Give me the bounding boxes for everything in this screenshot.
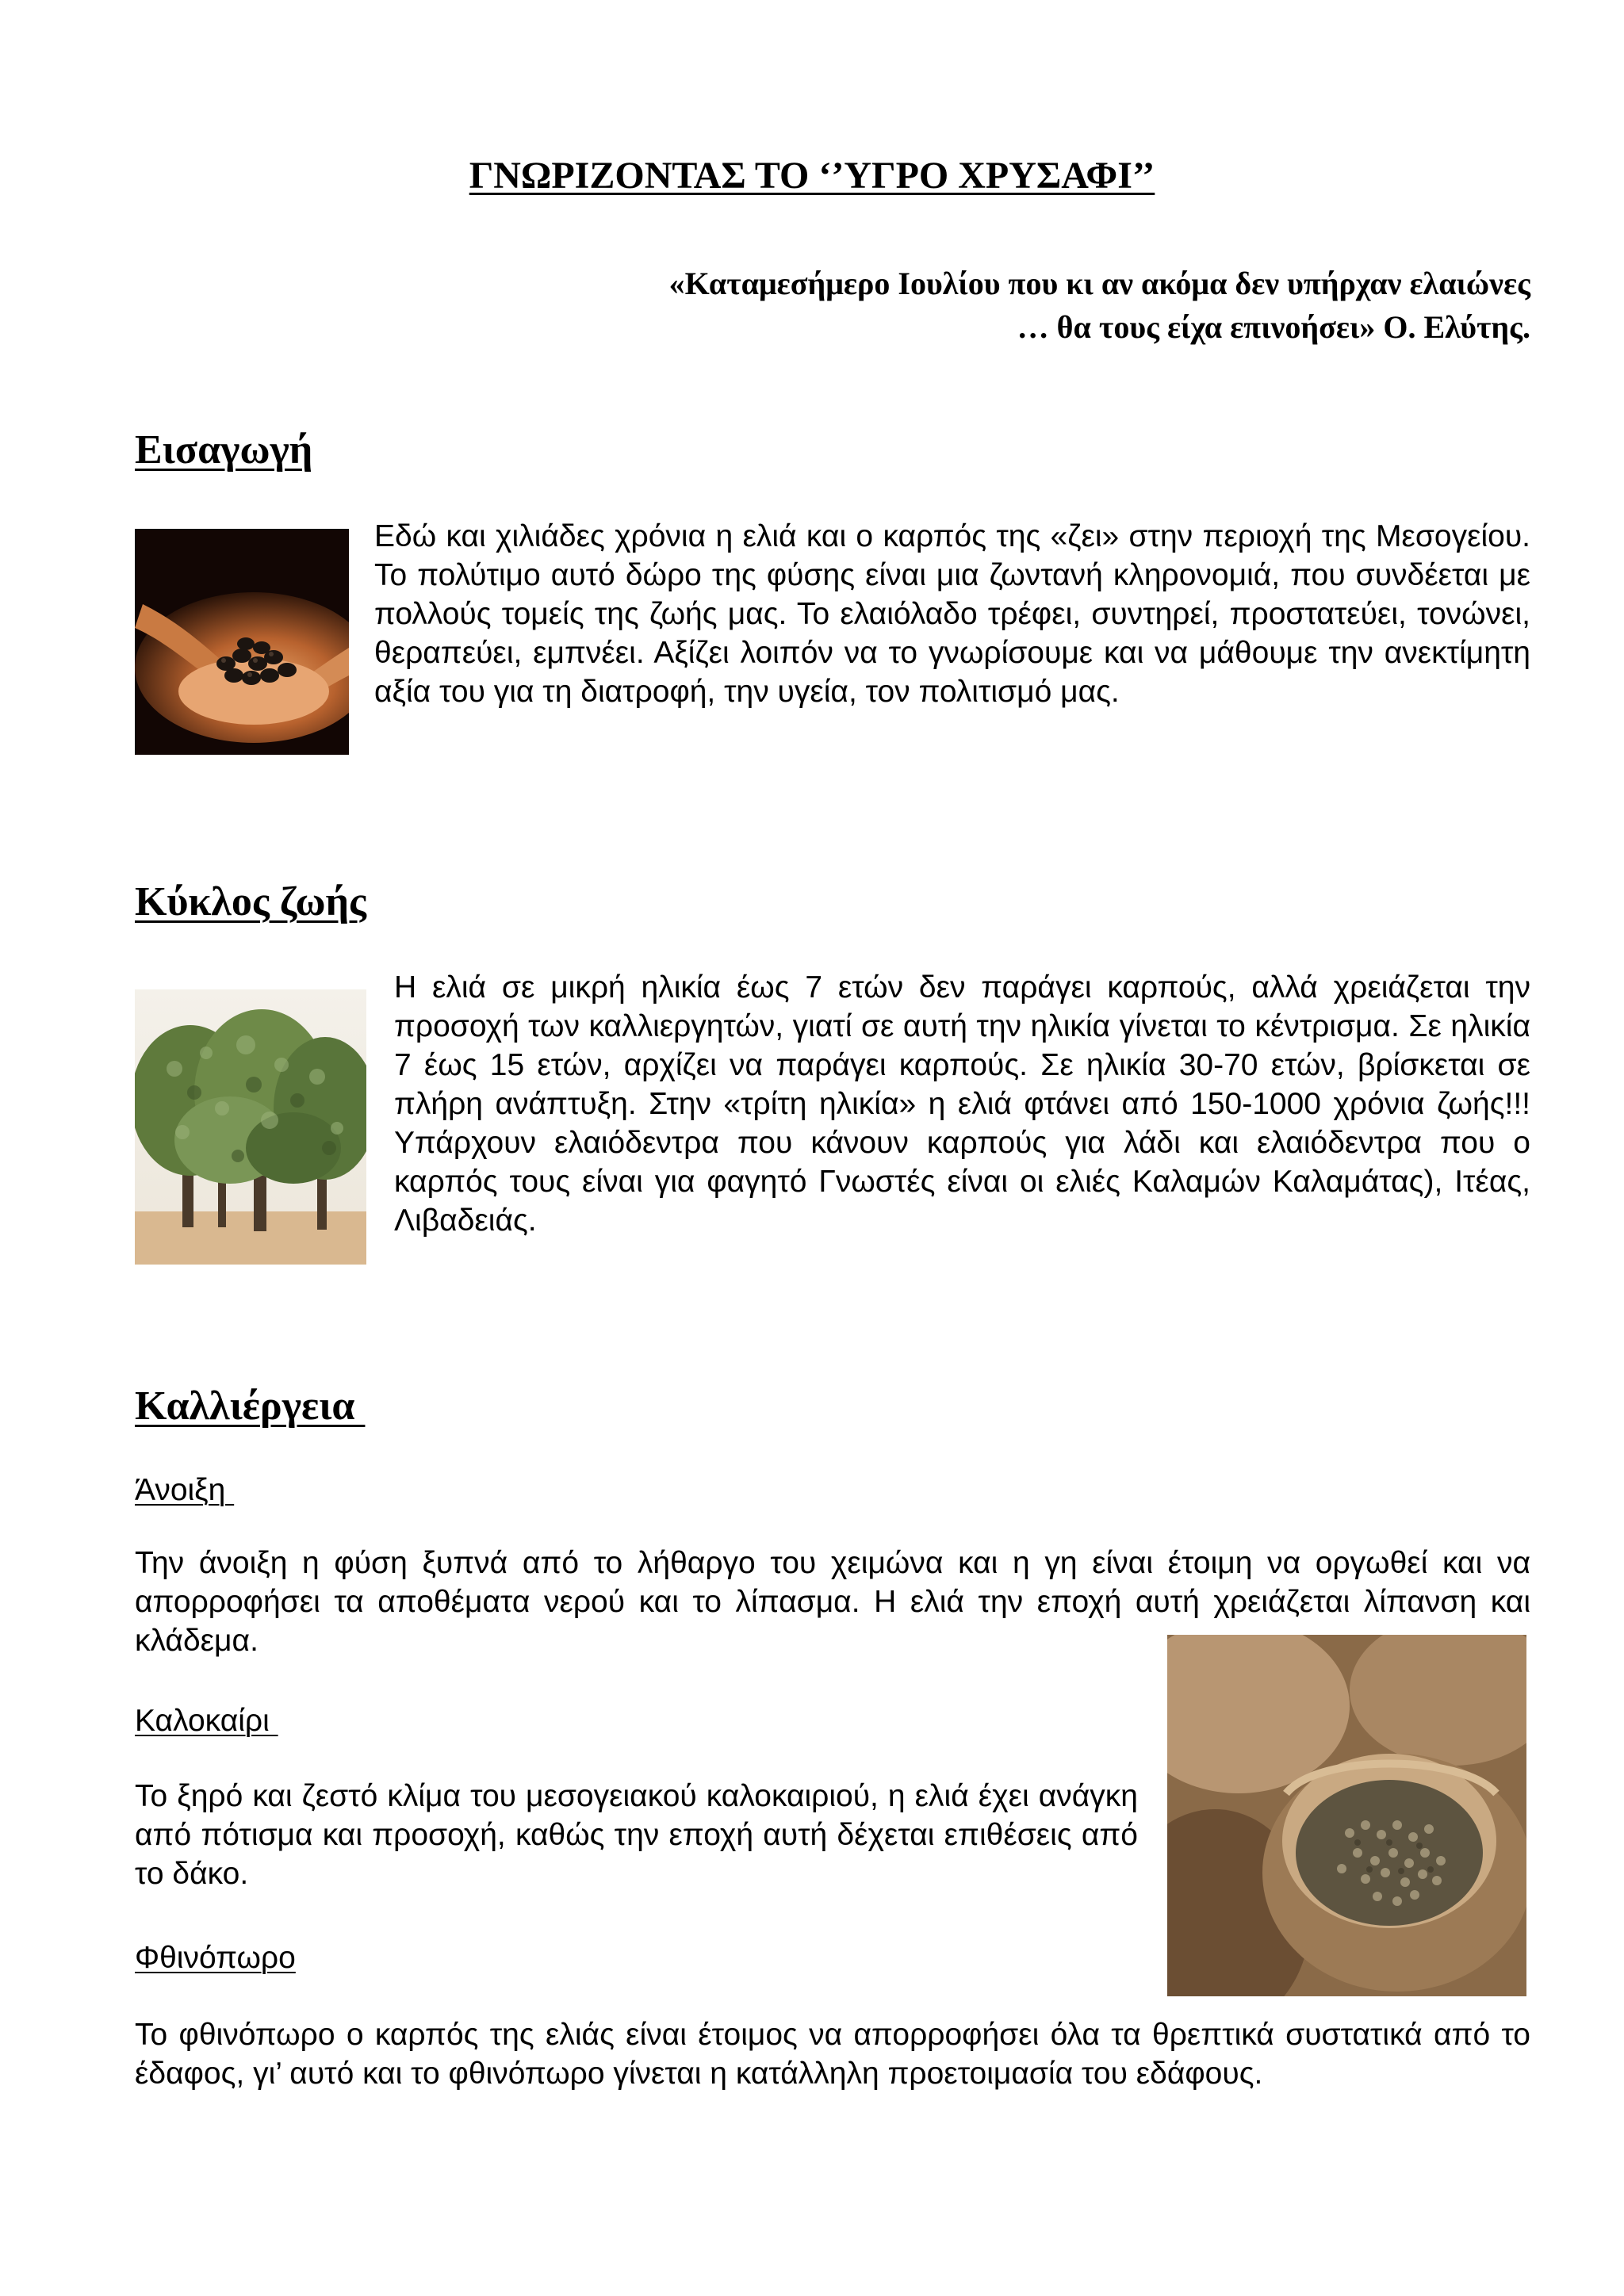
hands-holding-olives-image	[135, 529, 349, 755]
epigraph-line-2: … θα τους είχα επινοήσει» Ο. Ελύτης.	[1017, 309, 1530, 345]
epigraph	[420, 262, 1530, 349]
autumn-label: Φθινόπωρο	[135, 1941, 296, 1975]
summer-paragraph: Το ξηρό και ζεστό κλίμα του μεσογειακού καλοκαιριού, η ελιά έχει ανάγκη από πότισμα και προσοχή, καθώς την εποχή αυτή δέχεται επιθέσεις από το δάκο.	[135, 1779, 1138, 1891]
autumn-paragraph: Το φθινόπωρο ο καρπός της ελιάς είναι έτοιμος να απορροφήσει όλα τα θρεπτικά συστατικά από το έδαφος, γι’ αυτό και το φθινόπωρο γίνεται η κατάλληλη προετοιμασία του εδάφους.	[135, 2018, 1530, 2091]
document-title: ΓΝΩΡΙΖΟΝΤΑΣ ΤΟ ‘’ΥΓΡΟ ΧΡΥΣΑΦΙ’’	[469, 155, 1155, 197]
olive-trees-image	[135, 989, 366, 1265]
lifecycle-paragraph: Η ελιά σε μικρή ηλικία έως 7 ετών δεν παράγει καρπούς, αλλά χρειάζεται την προσοχή των καλλιεργητών, γιατί σε αυτή την ηλικία γίνεται το κέντρισμα. Σε ηλικία 7 έως 15 ετών, αρχίζει να παράγει καρπούς. Σε ηλικία 30-70 ετών, βρίσκεται σε πλήρη ανάπτυξη. Στην «τρίτη ηλικία» η ελιά φτάνει από 150-1000 χρόνια ζωής!!! Υπάρχουν ελαιόδεντρα που κάνουν καρπούς για λάδι και ελαιόδεντρα που ο καρπός τους είναι για φαγητό Γνωστές είναι οι ελιές Καλαμών Καλαμάτας), Ιτέας, Λιβαδειάς.	[394, 970, 1530, 1238]
summer-label: Καλοκαίρι	[135, 1704, 278, 1738]
spring-label: Άνοιξη	[135, 1473, 235, 1507]
cultivation-heading: Καλλιέργεια	[135, 1383, 366, 1429]
lifecycle-heading: Κύκλος ζωής	[135, 879, 366, 924]
epigraph-line-1: «Καταμεσήμερο Ιουλίου που κι αν ακόμα δεν υπήρχαν ελαιώνες	[668, 266, 1530, 301]
intro-paragraph: Εδώ και χιλιάδες χρόνια η ελιά και ο καρπός της «ζει» στην περιοχή της Μεσογείου. Το πολύτιμο αυτό δώρο της φύσης είναι μια ζωντανή κληρονομιά, που συνδέεται με πολλούς τομείς της ζωής μας. Το ελαιόλαδο τρέφει, συντηρεί, προστατεύει, τονώνει, θεραπεύει, εμπνέει. Αξίζει λοιπόν να το γνωρίσουμε και να μάθουμε την ανεκτίμητη αξία του για τη διατροφή, την υγεία, τον πολιτισμό μας.	[374, 519, 1530, 709]
sacks-of-olives-image	[1167, 1635, 1526, 1996]
spring-paragraph: Την άνοιξη η φύση ξυπνά από το λήθαργο του χειμώνα και η γη είναι έτοιμη να οργωθεί και να απορροφήσει τα αποθέματα νερού και το λίπασμα. Η ελιά την εποχή αυτή χρειάζεται λίπανση και κλάδεμα.	[135, 1546, 1530, 1658]
intro-heading: Εισαγωγή	[135, 427, 313, 473]
